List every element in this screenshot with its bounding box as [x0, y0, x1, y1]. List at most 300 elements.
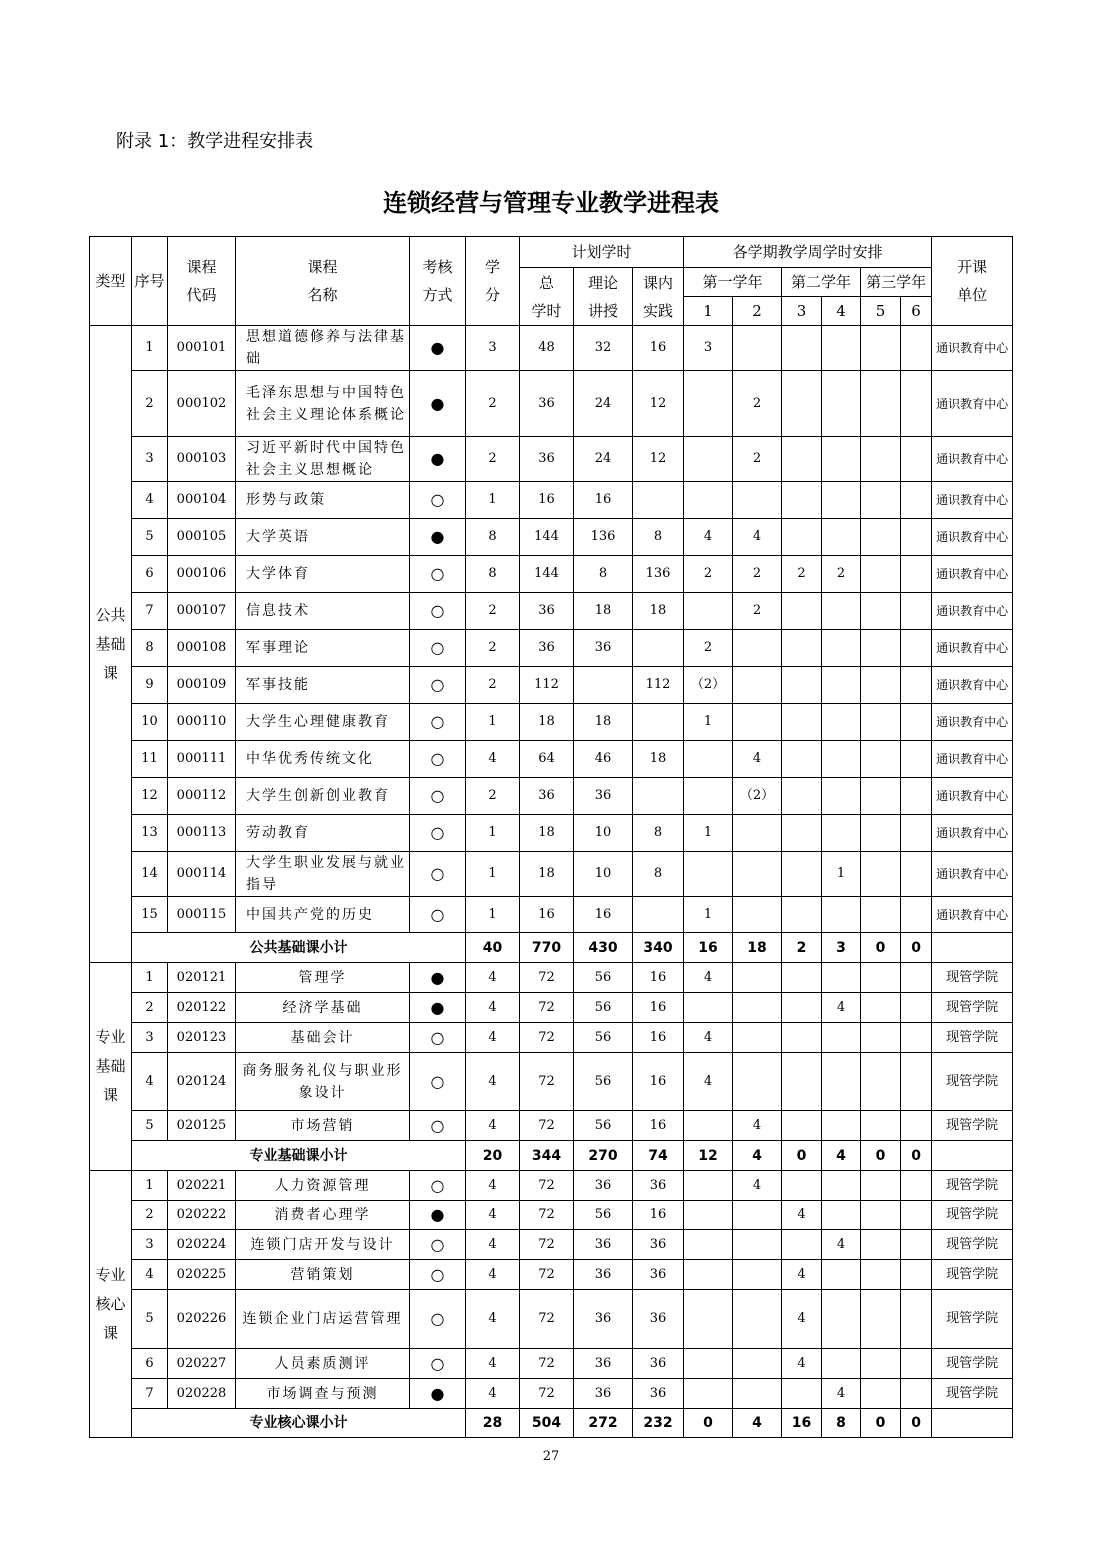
total-hours-cell: 72 — [520, 993, 574, 1023]
semester-hours-cell: （2） — [733, 778, 782, 815]
theory-hours-cell: 56 — [574, 1111, 633, 1141]
semester-hours-cell — [861, 371, 901, 437]
practice-hours-cell: 16 — [633, 963, 684, 993]
header-theory: 理论 讲授 — [574, 268, 633, 326]
seq-cell: 15 — [132, 897, 168, 933]
total-hours-cell: 144 — [520, 519, 574, 556]
unit-cell: 通识教育中心 — [932, 437, 1013, 482]
practice-hours-cell: 18 — [633, 593, 684, 630]
subtotal-total: 344 — [520, 1141, 574, 1171]
course-name-cell: 军事技能 — [236, 667, 410, 704]
semester-hours-cell — [861, 630, 901, 667]
credits-cell: 4 — [466, 1260, 520, 1290]
theory-hours-cell: 36 — [574, 630, 633, 667]
semester-hours-cell — [733, 1230, 782, 1260]
exam-filled-circle-icon: ● — [410, 326, 466, 371]
semester-hours-cell — [861, 963, 901, 993]
seq-cell: 5 — [132, 1111, 168, 1141]
seq-cell: 6 — [132, 556, 168, 593]
semester-hours-cell — [861, 437, 901, 482]
theory-hours-cell: 24 — [574, 437, 633, 482]
semester-hours-cell — [861, 1111, 901, 1141]
semester-hours-cell — [822, 1290, 861, 1349]
semester-hours-cell: 2 — [733, 556, 782, 593]
course-row — [90, 1349, 1013, 1379]
unit-cell: 现管学院 — [932, 1260, 1013, 1290]
credits-cell: 4 — [466, 741, 520, 778]
practice-hours-cell: 136 — [633, 556, 684, 593]
exam-open-circle-icon: ○ — [410, 1171, 466, 1201]
seq-cell: 4 — [132, 1053, 168, 1111]
semester-hours-cell — [782, 667, 822, 704]
semester-hours-cell — [901, 1053, 932, 1111]
course-name-cell: 习近平新时代中国特色社会主义思想概论 — [236, 437, 410, 482]
semester-hours-cell — [733, 1290, 782, 1349]
total-hours-cell: 144 — [520, 556, 574, 593]
exam-open-circle-icon: ○ — [410, 1023, 466, 1053]
semester-hours-cell — [733, 815, 782, 852]
header-semester: 4 — [822, 297, 861, 326]
semester-hours-cell — [901, 630, 932, 667]
course-row — [90, 1379, 1013, 1409]
exam-filled-circle-icon: ● — [410, 1201, 466, 1230]
category-cell: 公共 基础 课 — [90, 326, 132, 963]
header-exam: 考核 方式 — [410, 237, 466, 326]
semester-hours-cell — [861, 778, 901, 815]
course-row — [90, 897, 1013, 933]
subtotal-semester: 4 — [733, 1409, 782, 1438]
course-row — [90, 852, 1013, 897]
seq-cell: 1 — [132, 326, 168, 371]
subtotal-theory: 430 — [574, 933, 633, 963]
practice-hours-cell — [633, 704, 684, 741]
header-code: 课程 代码 — [168, 237, 236, 326]
practice-hours-cell — [633, 897, 684, 933]
semester-hours-cell — [782, 1053, 822, 1111]
theory-hours-cell: 24 — [574, 371, 633, 437]
theory-hours-cell: 36 — [574, 1171, 633, 1201]
semester-hours-cell — [901, 815, 932, 852]
semester-hours-cell — [901, 704, 932, 741]
header-type: 类型 — [90, 237, 132, 326]
practice-hours-cell: 12 — [633, 371, 684, 437]
unit-cell: 通识教育中心 — [932, 519, 1013, 556]
semester-hours-cell — [861, 1023, 901, 1053]
semester-hours-cell: 1 — [822, 852, 861, 897]
practice-hours-cell: 36 — [633, 1230, 684, 1260]
exam-open-circle-icon: ○ — [410, 741, 466, 778]
semester-hours-cell — [822, 778, 861, 815]
semester-hours-cell — [733, 1023, 782, 1053]
exam-open-circle-icon: ○ — [410, 482, 466, 519]
code-cell: 000102 — [168, 371, 236, 437]
subtotal-row — [90, 1409, 1013, 1438]
practice-hours-cell — [633, 778, 684, 815]
semester-hours-cell — [782, 704, 822, 741]
semester-hours-cell: 2 — [733, 371, 782, 437]
subtotal-semester: 0 — [861, 1141, 901, 1171]
seq-cell: 8 — [132, 630, 168, 667]
semester-hours-cell — [822, 1053, 861, 1111]
semester-hours-cell — [901, 1379, 932, 1409]
course-row — [90, 371, 1013, 437]
seq-cell: 9 — [132, 667, 168, 704]
subtotal-semester: 3 — [822, 933, 861, 963]
semester-hours-cell — [782, 326, 822, 371]
credits-cell: 4 — [466, 1379, 520, 1409]
semester-hours-cell — [861, 593, 901, 630]
semester-hours-cell: 4 — [822, 993, 861, 1023]
semester-hours-cell — [684, 852, 733, 897]
exam-filled-circle-icon: ● — [410, 993, 466, 1023]
semester-hours-cell — [733, 704, 782, 741]
semester-hours-cell — [901, 1023, 932, 1053]
subtotal-semester: 0 — [901, 1141, 932, 1171]
unit-cell: 通识教育中心 — [932, 371, 1013, 437]
semester-hours-cell — [684, 593, 733, 630]
total-hours-cell: 18 — [520, 815, 574, 852]
semester-hours-cell — [901, 326, 932, 371]
header-year1: 第一学年 — [684, 268, 782, 297]
theory-hours-cell: 56 — [574, 1053, 633, 1111]
unit-cell: 通识教育中心 — [932, 897, 1013, 933]
unit-cell: 现管学院 — [932, 1111, 1013, 1141]
semester-hours-cell — [822, 371, 861, 437]
semester-hours-cell — [861, 1230, 901, 1260]
course-row — [90, 993, 1013, 1023]
semester-hours-cell: 2 — [733, 437, 782, 482]
course-name-cell: 人力资源管理 — [236, 1171, 410, 1201]
header-year2: 第二学年 — [782, 268, 861, 297]
header-year3: 第三学年 — [861, 268, 932, 297]
code-cell: 000113 — [168, 815, 236, 852]
semester-hours-cell: 4 — [684, 519, 733, 556]
semester-hours-cell — [822, 482, 861, 519]
semester-hours-cell — [901, 963, 932, 993]
course-name-cell: 大学体育 — [236, 556, 410, 593]
semester-hours-cell — [901, 482, 932, 519]
subtotal-label: 专业基础课小计 — [132, 1141, 466, 1171]
code-cell: 020228 — [168, 1379, 236, 1409]
semester-hours-cell — [861, 897, 901, 933]
header-weekly: 各学期教学周学时安排 — [684, 237, 932, 268]
exam-open-circle-icon: ○ — [410, 852, 466, 897]
semester-hours-cell — [901, 1349, 932, 1379]
practice-hours-cell: 36 — [633, 1349, 684, 1379]
course-name-cell: 市场调查与预测 — [236, 1379, 410, 1409]
subtotal-practice: 232 — [633, 1409, 684, 1438]
credits-cell: 1 — [466, 482, 520, 519]
semester-hours-cell — [861, 741, 901, 778]
semester-hours-cell — [782, 963, 822, 993]
code-cell: 020222 — [168, 1201, 236, 1230]
semester-hours-cell — [901, 1201, 932, 1230]
unit-cell: 通识教育中心 — [932, 630, 1013, 667]
course-row — [90, 1230, 1013, 1260]
semester-hours-cell — [861, 993, 901, 1023]
semester-hours-cell — [861, 704, 901, 741]
semester-hours-cell — [901, 371, 932, 437]
semester-hours-cell — [782, 993, 822, 1023]
course-name-cell: 管理学 — [236, 963, 410, 993]
code-cell: 020224 — [168, 1230, 236, 1260]
semester-hours-cell — [861, 1379, 901, 1409]
semester-hours-cell — [684, 778, 733, 815]
course-row — [90, 482, 1013, 519]
course-name-cell: 大学生创新创业教育 — [236, 778, 410, 815]
exam-filled-circle-icon: ● — [410, 1379, 466, 1409]
unit-cell: 通识教育中心 — [932, 741, 1013, 778]
theory-hours-cell: 18 — [574, 593, 633, 630]
semester-hours-cell — [782, 519, 822, 556]
total-hours-cell: 16 — [520, 482, 574, 519]
semester-hours-cell — [861, 556, 901, 593]
seq-cell: 7 — [132, 593, 168, 630]
credits-cell: 1 — [466, 815, 520, 852]
theory-hours-cell: 8 — [574, 556, 633, 593]
credits-cell: 4 — [466, 1111, 520, 1141]
header-seq: 序号 — [132, 237, 168, 326]
practice-hours-cell: 112 — [633, 667, 684, 704]
semester-hours-cell: 4 — [733, 1111, 782, 1141]
header-credits: 学 分 — [466, 237, 520, 326]
theory-hours-cell: 36 — [574, 1260, 633, 1290]
semester-hours-cell — [733, 993, 782, 1023]
practice-hours-cell: 16 — [633, 1053, 684, 1111]
semester-hours-cell — [861, 482, 901, 519]
total-hours-cell: 72 — [520, 963, 574, 993]
semester-hours-cell — [901, 1230, 932, 1260]
subtotal-unit-empty — [932, 1409, 1013, 1438]
header-semester: 1 — [684, 297, 733, 326]
semester-hours-cell — [684, 1230, 733, 1260]
exam-open-circle-icon: ○ — [410, 667, 466, 704]
semester-hours-cell: 4 — [782, 1349, 822, 1379]
semester-hours-cell — [782, 897, 822, 933]
semester-hours-cell — [782, 778, 822, 815]
course-row — [90, 1053, 1013, 1111]
semester-hours-cell — [822, 326, 861, 371]
seq-cell: 2 — [132, 993, 168, 1023]
total-hours-cell: 72 — [520, 1349, 574, 1379]
semester-hours-cell — [822, 704, 861, 741]
practice-hours-cell: 16 — [633, 1023, 684, 1053]
course-name-cell: 大学英语 — [236, 519, 410, 556]
semester-hours-cell: 2 — [684, 556, 733, 593]
seq-cell: 1 — [132, 963, 168, 993]
semester-hours-cell: 1 — [684, 815, 733, 852]
credits-cell: 4 — [466, 1290, 520, 1349]
semester-hours-cell — [782, 1023, 822, 1053]
subtotal-semester: 8 — [822, 1409, 861, 1438]
subtotal-semester: 0 — [861, 1409, 901, 1438]
exam-open-circle-icon: ○ — [410, 630, 466, 667]
semester-hours-cell — [822, 437, 861, 482]
semester-hours-cell — [861, 519, 901, 556]
code-cell: 000112 — [168, 778, 236, 815]
exam-open-circle-icon: ○ — [410, 1111, 466, 1141]
semester-hours-cell — [782, 482, 822, 519]
practice-hours-cell: 8 — [633, 815, 684, 852]
semester-hours-cell — [733, 1260, 782, 1290]
seq-cell: 14 — [132, 852, 168, 897]
semester-hours-cell: 2 — [733, 593, 782, 630]
course-row — [90, 815, 1013, 852]
semester-hours-cell — [901, 519, 932, 556]
course-name-cell: 消费者心理学 — [236, 1201, 410, 1230]
semester-hours-cell — [782, 1111, 822, 1141]
total-hours-cell: 72 — [520, 1230, 574, 1260]
course-row — [90, 704, 1013, 741]
code-cell: 020225 — [168, 1260, 236, 1290]
code-cell: 000115 — [168, 897, 236, 933]
exam-open-circle-icon: ○ — [410, 1349, 466, 1379]
seq-cell: 11 — [132, 741, 168, 778]
semester-hours-cell — [782, 630, 822, 667]
credits-cell: 2 — [466, 630, 520, 667]
code-cell: 020226 — [168, 1290, 236, 1349]
course-name-cell: 中国共产党的历史 — [236, 897, 410, 933]
semester-hours-cell — [822, 1171, 861, 1201]
semester-hours-cell — [733, 852, 782, 897]
semester-hours-cell: 4 — [822, 1230, 861, 1260]
theory-hours-cell: 36 — [574, 778, 633, 815]
semester-hours-cell — [782, 815, 822, 852]
semester-hours-cell: 4 — [822, 1379, 861, 1409]
exam-open-circle-icon: ○ — [410, 1053, 466, 1111]
course-name-cell: 连锁企业门店运营管理 — [236, 1290, 410, 1349]
subtotal-practice: 74 — [633, 1141, 684, 1171]
semester-hours-cell — [733, 1349, 782, 1379]
unit-cell: 现管学院 — [932, 1379, 1013, 1409]
practice-hours-cell: 16 — [633, 1201, 684, 1230]
credits-cell: 4 — [466, 1201, 520, 1230]
practice-hours-cell: 36 — [633, 1260, 684, 1290]
seq-cell: 13 — [132, 815, 168, 852]
credits-cell: 8 — [466, 556, 520, 593]
course-name-cell: 信息技术 — [236, 593, 410, 630]
semester-hours-cell — [782, 437, 822, 482]
subtotal-label: 公共基础课小计 — [132, 933, 466, 963]
unit-cell: 现管学院 — [932, 1053, 1013, 1111]
credits-cell: 2 — [466, 778, 520, 815]
seq-cell: 1 — [132, 1171, 168, 1201]
course-name-cell: 形势与政策 — [236, 482, 410, 519]
unit-cell: 现管学院 — [932, 963, 1013, 993]
course-name-cell: 基础会计 — [236, 1023, 410, 1053]
semester-hours-cell — [733, 326, 782, 371]
course-name-cell: 市场营销 — [236, 1111, 410, 1141]
subtotal-theory: 270 — [574, 1141, 633, 1171]
semester-hours-cell — [822, 1201, 861, 1230]
subtotal-unit-empty — [932, 933, 1013, 963]
category-cell: 专业 基础 课 — [90, 963, 132, 1171]
subtotal-credits: 40 — [466, 933, 520, 963]
code-cell: 000108 — [168, 630, 236, 667]
appendix-heading: 附录 1：教学进程安排表 — [116, 131, 314, 152]
unit-cell: 现管学院 — [932, 1023, 1013, 1053]
course-row — [90, 778, 1013, 815]
semester-hours-cell — [861, 667, 901, 704]
practice-hours-cell: 16 — [633, 1111, 684, 1141]
exam-filled-circle-icon: ● — [410, 963, 466, 993]
semester-hours-cell — [901, 1111, 932, 1141]
total-hours-cell: 16 — [520, 897, 574, 933]
credits-cell: 3 — [466, 326, 520, 371]
semester-hours-cell: 4 — [782, 1201, 822, 1230]
course-name-cell: 大学生职业发展与就业指导 — [236, 852, 410, 897]
semester-hours-cell: 2 — [684, 630, 733, 667]
credits-cell: 1 — [466, 897, 520, 933]
semester-hours-cell — [901, 437, 932, 482]
unit-cell: 现管学院 — [932, 1201, 1013, 1230]
header-unit: 开课 单位 — [932, 237, 1013, 326]
practice-hours-cell: 18 — [633, 741, 684, 778]
semester-hours-cell — [684, 993, 733, 1023]
category-cell: 专业 核心 课 — [90, 1171, 132, 1438]
semester-hours-cell — [901, 1260, 932, 1290]
course-row — [90, 519, 1013, 556]
semester-hours-cell — [901, 667, 932, 704]
semester-hours-cell: （2） — [684, 667, 733, 704]
credits-cell: 4 — [466, 1349, 520, 1379]
total-hours-cell: 36 — [520, 371, 574, 437]
theory-hours-cell: 16 — [574, 482, 633, 519]
unit-cell: 通识教育中心 — [932, 482, 1013, 519]
semester-hours-cell — [782, 1171, 822, 1201]
seq-cell: 12 — [132, 778, 168, 815]
course-row — [90, 667, 1013, 704]
seq-cell: 6 — [132, 1349, 168, 1379]
subtotal-row — [90, 933, 1013, 963]
seq-cell: 7 — [132, 1379, 168, 1409]
code-cell: 000106 — [168, 556, 236, 593]
seq-cell: 5 — [132, 519, 168, 556]
total-hours-cell: 72 — [520, 1171, 574, 1201]
subtotal-theory: 272 — [574, 1409, 633, 1438]
code-cell: 000105 — [168, 519, 236, 556]
exam-open-circle-icon: ○ — [410, 704, 466, 741]
subtotal-semester: 4 — [822, 1141, 861, 1171]
page-number: 27 — [542, 1449, 560, 1464]
seq-cell: 5 — [132, 1290, 168, 1349]
total-hours-cell: 64 — [520, 741, 574, 778]
theory-hours-cell: 56 — [574, 993, 633, 1023]
semester-hours-cell — [782, 1230, 822, 1260]
credits-cell: 2 — [466, 371, 520, 437]
subtotal-semester: 4 — [733, 1141, 782, 1171]
practice-hours-cell: 36 — [633, 1171, 684, 1201]
page-title: 连锁经营与管理专业教学进程表 — [383, 189, 719, 217]
theory-hours-cell: 36 — [574, 1230, 633, 1260]
course-name-cell: 中华优秀传统文化 — [236, 741, 410, 778]
subtotal-unit-empty — [932, 1141, 1013, 1171]
exam-open-circle-icon: ○ — [410, 1260, 466, 1290]
semester-hours-cell — [822, 1260, 861, 1290]
unit-cell: 通识教育中心 — [932, 815, 1013, 852]
total-hours-cell: 48 — [520, 326, 574, 371]
semester-hours-cell — [861, 1290, 901, 1349]
practice-hours-cell: 16 — [633, 326, 684, 371]
subtotal-practice: 340 — [633, 933, 684, 963]
semester-hours-cell: 4 — [782, 1260, 822, 1290]
subtotal-semester: 0 — [901, 1409, 932, 1438]
total-hours-cell: 72 — [520, 1379, 574, 1409]
seq-cell: 3 — [132, 1023, 168, 1053]
semester-hours-cell — [684, 1260, 733, 1290]
code-cell: 020122 — [168, 993, 236, 1023]
semester-hours-cell — [861, 326, 901, 371]
